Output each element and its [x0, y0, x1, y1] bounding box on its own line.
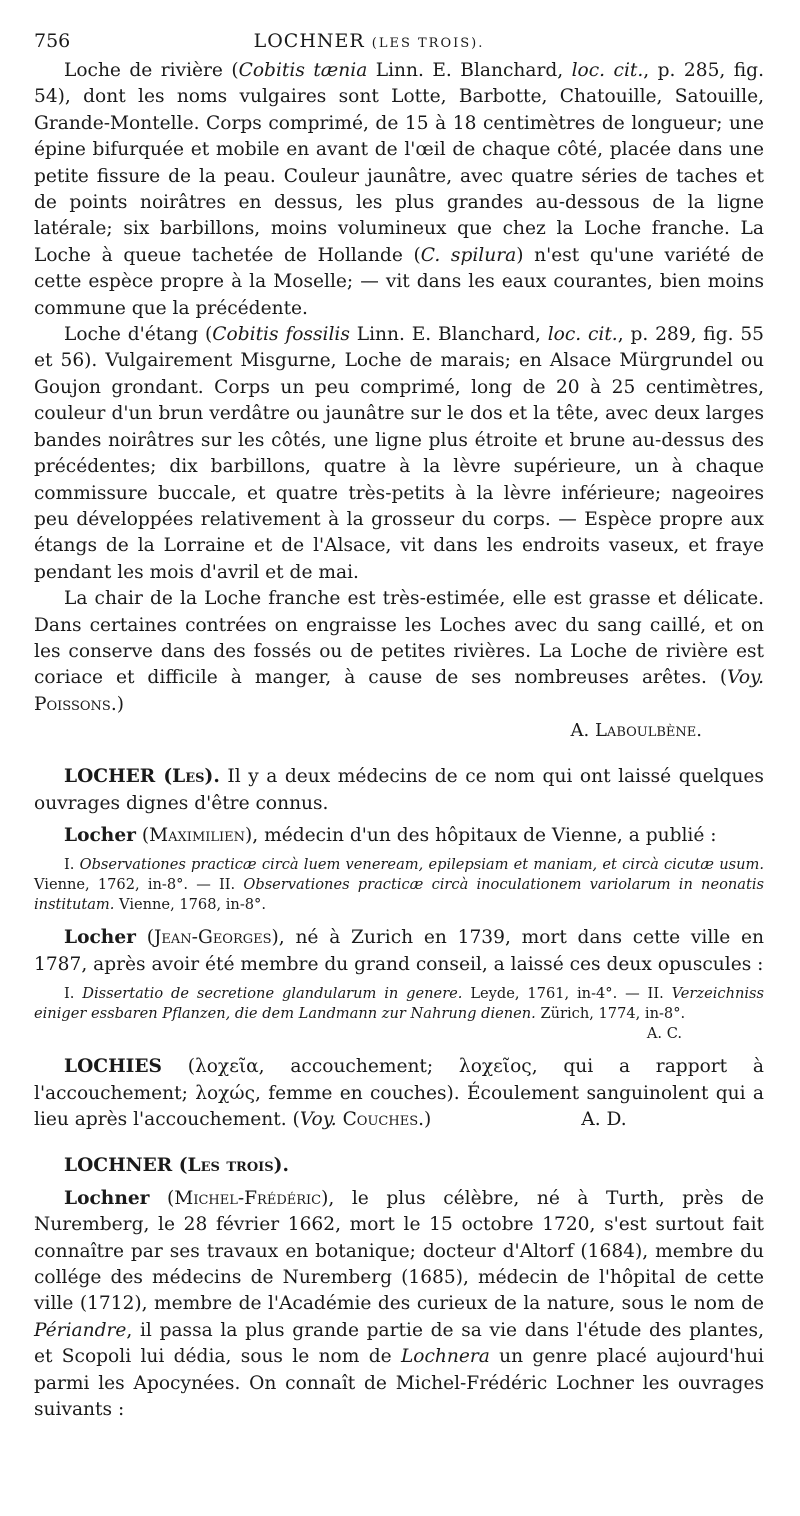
- entry-locher-maximilien: Locher (Maximilien), médecin d'un des hôpitaux de Vienne, a publié :: [64, 824, 717, 846]
- entry-head-locher: LOCHER (Les).: [64, 766, 220, 788]
- paragraph-loche-riviere: Loche de rivière (Cobitis tænia Linn. E. Blanchard, loc. cit., p. 285, fig. 54), dont les noms vulgaires sont Lotte, Barbotte, Chatouille, Satouille, Grande-Montelle. Corps comprimé, de 15 à 18 centimètres de longueur; une épine bifurquée et mobile en avant de l'œil de chaque côté, placée dans une petite fissure de la peau. Couleur jaunâtre, avec quatre séries de taches et de points noirâtres en dessus, les plus grandes au-dessous de la ligne latérale; six barbillons, moins volumineux que chez la Loche franche. La Loche à queue tachetée de Hollande (C. spilura) n'est qu'une variété de cette espèce propre à la Moselle; — vit dans les eaux courantes, bien moins commune que la précédente.: [34, 60, 764, 319]
- running-title-main: LOCHNER: [253, 30, 365, 52]
- running-title-suffix: (LES TROIS).: [371, 36, 485, 51]
- page-number: 756: [34, 30, 71, 52]
- entry-head-lochies: LOCHIES: [64, 1056, 162, 1078]
- entry-lochner: [34, 1153, 764, 1179]
- entry-head-lochner: LOCHNER (Les trois).: [64, 1155, 289, 1177]
- paragraph-loche-etang: Loche d'étang (Cobitis fossilis Linn. E. Blanchard, loc. cit., p. 289, fig. 55 et 56). Vulgairement Misgurne, Loche de marais; en Alsace Mürgrundel ou Goujon grondant. Corps un peu comprimé, long de 20 à 25 centimètres, couleur d'un brun verdâtre ou jaunâtre sur le dos et la tête, avec deux larges bandes noirâtres sur les côtés, une ligne plus étroite et brune au-dessus des précédentes; dix barbillons, quatre à la lèvre supérieure, un à chaque commissure buccale, et quatre très-petits à la lèvre inférieure; nageoires peu développées relativement à la grosseur du corps. — Espèce propre aux étangs de la Lorraine et de l'Alsace, vit dans les endroits vaseux, et fraye pendant les mois d'avril et de mai.: [34, 324, 765, 583]
- signature-ad: A. D.: [581, 1109, 627, 1130]
- signature-ac: A. C.: [646, 1025, 682, 1043]
- entry-lochies: LOCHIES (λοχεῖα, accouchement; λοχεῖος, qui a rapport à l'accouchement; λοχώς, femme en couches). Écoulement sanguinolent qui a lieu après l'accouchement. (Voy. Couches.) A. D.: [34, 1056, 764, 1130]
- entry-locher: LOCHER (Les). Il y a deux médecins de ce nom qui ont laissé quelques ouvrages dignes d'être connus.: [34, 766, 764, 814]
- works-locher-jean-georges: I. Dissertatio de secretione glandularum in genere. Leyde, 1761, in-4°. — II. Verzeichniss einiger essbaren Pflanzen, die dem Landmann zur Nahrung dienen. Zürich, 1774, in-8°.: [34, 985, 765, 1023]
- signature-laboulbene: A. Laboulbène.: [570, 720, 702, 742]
- running-head: [34, 30, 764, 52]
- running-title: [94, 30, 704, 52]
- works-locher-maximilien: I. Observationes practicæ circà luem veneream, epilepsiam et maniam, et circà cicutæ usum. Vienne, 1762, in-8°. — II. Observationes practicæ circà inoculationem variolarum in neonatis institutam. Vienne, 1768, in-8°.: [34, 856, 764, 914]
- paragraph-loche-chair: La chair de la Loche franche est très-estimée, elle est grasse et délicate. Dans certaines contrées on engraisse les Loches avec du sang caillé, et on les conserve dans des fossés ou de petites rivières. La Loche de rivière est coriace et difficile à manger, à cause de ses nombreuses arêtes. (Voy. Poissons.): [34, 588, 764, 715]
- entry-locher-jean-georges: Locher (Jean-Georges), né à Zurich en 1739, mort dans cette ville en 1787, après avoir été membre du grand conseil, a laissé ces deux opuscules :: [34, 927, 764, 975]
- entry-lochner-michel-frederic: Lochner (Michel-Frédéric), le plus célèbre, né à Turth, près de Nuremberg, le 28 février 1662, mort le 15 octobre 1720, s'est surtout fait connaître par ses travaux en botanique; docteur d'Altorf (1684), membre du collége des médecins de Nuremberg (1685), médecin de l'hôpital de cette ville (1712), membre de l'Académie des curieux de la nature, sous le nom de Périandre, il passa la plus grande partie de sa vie dans l'étude des plantes, et Scopoli lui dédia, sous le nom de Lochnera un genre placé aujourd'hui parmi les Apocynées. On connaît de Michel-Frédéric Lochner les ouvrages suivants :: [34, 1187, 764, 1421]
- page: [34, 30, 764, 1423]
